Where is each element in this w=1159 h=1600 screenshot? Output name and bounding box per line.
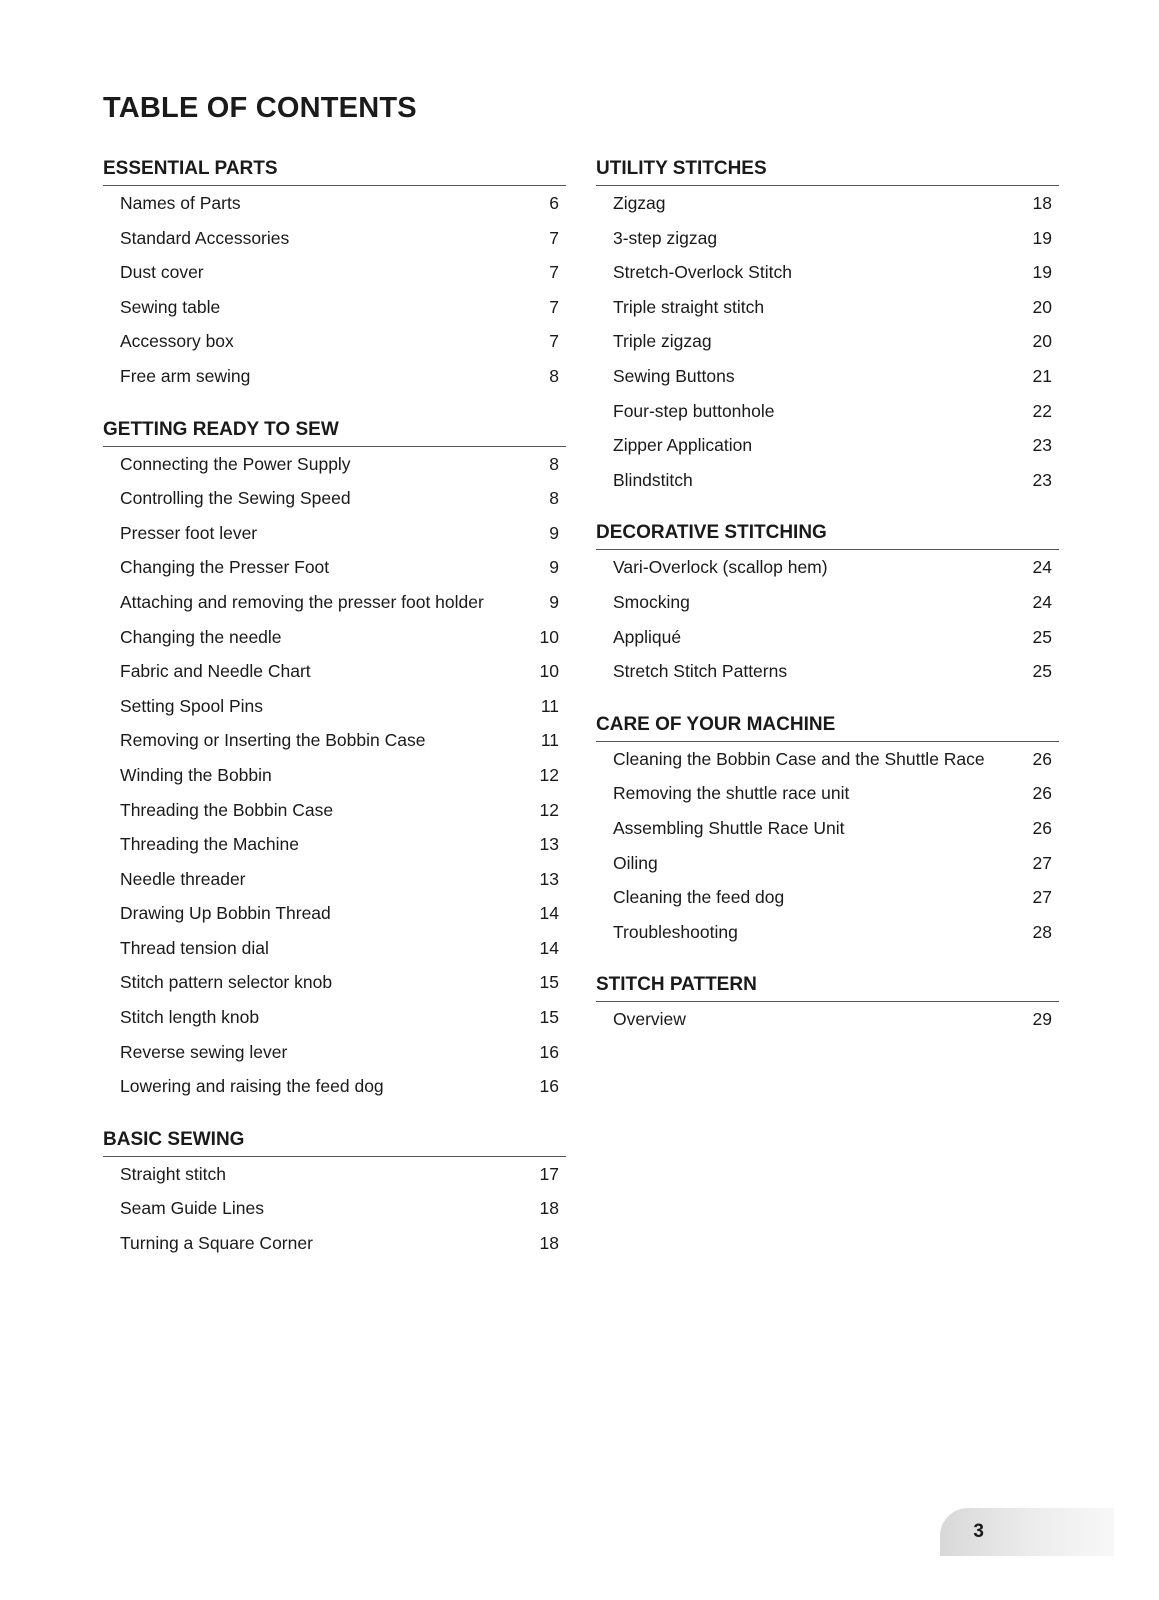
toc-entry: [103, 793, 566, 828]
toc-section: [596, 713, 1059, 950]
toc-entry-title: Sewing Buttons: [613, 365, 735, 386]
toc-entry: [103, 290, 566, 325]
toc-entry-page: 8: [549, 365, 559, 386]
section-heading: UTILITY STITCHES: [596, 157, 1059, 186]
toc-entry-page: 12: [539, 799, 559, 820]
toc-entry-title: Presser foot lever: [120, 522, 258, 543]
toc-entry-title: Threading the Machine: [120, 834, 299, 855]
toc-section: [103, 157, 566, 394]
toc-entry-page: 18: [539, 1198, 559, 1219]
toc-entry-page: 25: [1032, 661, 1052, 682]
toc-entry: [103, 1191, 566, 1226]
toc-entry: [596, 359, 1059, 394]
toc-entry: [103, 324, 566, 359]
toc-entry: [596, 776, 1059, 811]
toc-entry: [103, 1035, 566, 1070]
toc-entry-title: Threading the Bobbin Case: [120, 799, 334, 820]
toc-entry-title: Stitch length knob: [120, 1007, 260, 1028]
toc-entry-title: Dust cover: [120, 262, 204, 283]
toc-entry: [103, 221, 566, 256]
toc-entry: [103, 481, 566, 516]
toc-entry-title: Drawing Up Bobbin Thread: [120, 903, 331, 924]
toc-entry-title: Names of Parts: [120, 193, 241, 213]
toc-entry: [103, 654, 566, 689]
toc-entry-page: 19: [1032, 227, 1052, 248]
toc-section: [596, 973, 1059, 1037]
toc-entry-title: Blindstitch: [613, 469, 693, 490]
toc-entry-title: Zigzag: [613, 193, 666, 213]
toc-entry-page: 29: [1032, 1009, 1052, 1030]
toc-entry-page: 6: [549, 193, 559, 213]
section-heading: STITCH PATTERN: [596, 973, 1059, 1002]
toc-entry-page: 9: [549, 591, 559, 612]
toc-entry-page: 9: [549, 522, 559, 543]
toc-entry-title: Removing the shuttle race unit: [613, 783, 850, 804]
toc-entry-page: 19: [1032, 262, 1052, 283]
toc-entry-page: 8: [549, 488, 559, 509]
toc-entry: [103, 1226, 566, 1261]
toc-entry-title: Zipper Application: [613, 435, 753, 456]
toc-entry: [596, 290, 1059, 325]
toc-entry: [596, 394, 1059, 429]
toc-entry: [103, 723, 566, 758]
page-number: 3: [973, 1521, 984, 1542]
toc-entry-title: Controlling the Sewing Speed: [120, 488, 351, 509]
toc-entry-title: Seam Guide Lines: [120, 1198, 264, 1219]
toc-entry-page: 14: [539, 903, 559, 924]
toc-entry-page: 9: [549, 557, 559, 578]
toc-entry-page: 7: [549, 331, 559, 352]
toc-entry-title: Changing the Presser Foot: [120, 557, 330, 578]
toc-entry-title: Turning a Square Corner: [120, 1233, 313, 1254]
toc-entry-page: 18: [539, 1233, 559, 1254]
toc-section: [596, 521, 1059, 688]
toc-entry: [103, 186, 566, 221]
section-heading: DECORATIVE STITCHING: [596, 521, 1059, 550]
toc-entry-page: 20: [1032, 296, 1052, 317]
section-heading: GETTING READY TO SEW: [103, 418, 566, 447]
toc-entry-page: 8: [549, 453, 559, 474]
toc-entry: [103, 585, 566, 620]
toc-entry-title: Triple zigzag: [613, 331, 712, 352]
toc-entry-page: 17: [539, 1163, 559, 1184]
toc-entry: [103, 516, 566, 551]
page-title: TABLE OF CONTENTS: [103, 92, 417, 124]
toc-entry-page: 7: [549, 227, 559, 248]
toc-entry-list: [596, 1002, 1059, 1037]
toc-entry: [103, 827, 566, 862]
toc-entry-page: 27: [1032, 887, 1052, 908]
section-heading: CARE OF YOUR MACHINE: [596, 713, 1059, 742]
toc-entry-page: 10: [539, 626, 559, 647]
toc-entry: [103, 758, 566, 793]
toc-entry-list: [596, 550, 1059, 688]
toc-entry-page: 26: [1032, 748, 1052, 769]
toc-entry: [596, 742, 1059, 777]
toc-entry-title: Straight stitch: [120, 1163, 227, 1184]
section-heading: BASIC SEWING: [103, 1128, 566, 1157]
toc-entry: [596, 324, 1059, 359]
toc-entry: [596, 654, 1059, 689]
right-column: [596, 157, 1059, 1061]
toc-section: [103, 1128, 566, 1261]
left-column: [103, 157, 566, 1285]
toc-entry-page: 21: [1032, 365, 1052, 386]
toc-entry-page: 18: [1032, 193, 1052, 213]
toc-entry-title: Accessory box: [120, 331, 234, 352]
toc-entry-list: [103, 1157, 566, 1261]
toc-entry: [103, 550, 566, 585]
toc-entry-title: Setting Spool Pins: [120, 695, 264, 716]
toc-entry-page: 7: [549, 296, 559, 317]
toc-entry-title: Attaching and removing the presser foot holder: [120, 591, 484, 612]
toc-entry: [596, 255, 1059, 290]
toc-entry-page: 24: [1032, 557, 1052, 578]
toc-entry: [596, 221, 1059, 256]
toc-entry-title: Standard Accessories: [120, 227, 290, 248]
toc-entry-title: Sewing table: [120, 296, 221, 317]
toc-entry-title: Stretch Stitch Patterns: [613, 661, 788, 682]
toc-entry-title: Four-step buttonhole: [613, 400, 775, 421]
toc-entry-page: 24: [1032, 591, 1052, 612]
toc-entry: [596, 915, 1059, 950]
toc-entry-page: 16: [539, 1041, 559, 1062]
toc-entry-title: Triple straight stitch: [613, 296, 765, 317]
toc-entry-title: Changing the needle: [120, 626, 282, 647]
toc-entry-page: 23: [1032, 435, 1052, 456]
toc-entry-title: Lowering and raising the feed dog: [120, 1076, 384, 1097]
toc-entry-title: Cleaning the feed dog: [613, 887, 785, 908]
toc-entry-title: Winding the Bobbin: [120, 764, 272, 785]
toc-entry-page: 14: [539, 937, 559, 958]
toc-entry-list: [596, 186, 1059, 497]
toc-entry-title: Cleaning the Bobbin Case and the Shuttle Race: [613, 748, 985, 769]
toc-entry-page: 28: [1032, 921, 1052, 942]
toc-entry-page: 10: [539, 661, 559, 682]
toc-entry-title: Removing or Inserting the Bobbin Case: [120, 730, 426, 751]
toc-entry-page: 26: [1032, 783, 1052, 804]
toc-entry: [596, 186, 1059, 221]
toc-entry-title: Vari-Overlock (scallop hem): [613, 557, 828, 578]
page-number-tab: [940, 1508, 1114, 1556]
toc-entry-page: 11: [540, 730, 559, 751]
toc-section: [596, 157, 1059, 497]
toc-entry-list: [103, 186, 566, 394]
toc-entry: [103, 255, 566, 290]
toc-entry-title: Needle threader: [120, 868, 246, 889]
toc-entry: [103, 931, 566, 966]
toc-entry: [596, 880, 1059, 915]
toc-entry-page: 15: [539, 1007, 559, 1028]
toc-entry-title: Fabric and Needle Chart: [120, 661, 311, 682]
toc-entry: [596, 846, 1059, 881]
toc-entry-title: Connecting the Power Supply: [120, 453, 351, 474]
toc-entry-title: Stitch pattern selector knob: [120, 972, 333, 993]
section-heading: ESSENTIAL PARTS: [103, 157, 566, 186]
toc-entry-page: 16: [539, 1076, 559, 1097]
toc-entry-title: Smocking: [613, 591, 690, 612]
toc-entry-page: 22: [1032, 400, 1052, 421]
toc-entry: [103, 1069, 566, 1104]
toc-entry-page: 25: [1032, 626, 1052, 647]
toc-entry-title: Oiling: [613, 852, 658, 873]
toc-entry-page: 27: [1032, 852, 1052, 873]
toc-entry: [596, 620, 1059, 655]
toc-entry: [103, 862, 566, 897]
toc-entry: [103, 1000, 566, 1035]
toc-entry: [103, 896, 566, 931]
toc-entry-list: [596, 742, 1059, 950]
toc-entry-page: 12: [539, 764, 559, 785]
toc-entry-title: Appliqué: [613, 626, 682, 647]
toc-entry-title: Stretch-Overlock Stitch: [613, 262, 792, 283]
toc-entry-title: Overview: [613, 1009, 686, 1030]
toc-entry-page: 7: [549, 262, 559, 283]
toc-entry-title: Assembling Shuttle Race Unit: [613, 817, 845, 838]
toc-entry-page: 13: [539, 868, 559, 889]
toc-entry: [103, 620, 566, 655]
toc-entry: [103, 1157, 566, 1192]
toc-entry-page: 15: [539, 972, 559, 993]
toc-entry: [103, 359, 566, 394]
toc-section: [103, 418, 566, 1104]
toc-entry-title: Reverse sewing lever: [120, 1041, 288, 1062]
toc-entry: [596, 585, 1059, 620]
toc-entry: [103, 447, 566, 482]
toc-entry: [103, 965, 566, 1000]
toc-entry: [103, 689, 566, 724]
toc-entry: [596, 550, 1059, 585]
toc-entry-title: 3-step zigzag: [613, 227, 718, 248]
toc-entry-page: 20: [1032, 331, 1052, 352]
toc-entry-page: 13: [539, 834, 559, 855]
toc-entry: [596, 463, 1059, 498]
toc-entry: [596, 428, 1059, 463]
toc-entry-page: 23: [1032, 469, 1052, 490]
toc-entry-title: Free arm sewing: [120, 365, 251, 386]
toc-entry-page: 11: [540, 695, 559, 716]
toc-entry-page: 26: [1032, 817, 1052, 838]
toc-entry-list: [103, 447, 566, 1104]
toc-entry: [596, 1002, 1059, 1037]
toc-entry: [596, 811, 1059, 846]
toc-entry-title: Thread tension dial: [120, 937, 269, 958]
toc-entry-title: Troubleshooting: [613, 921, 738, 942]
